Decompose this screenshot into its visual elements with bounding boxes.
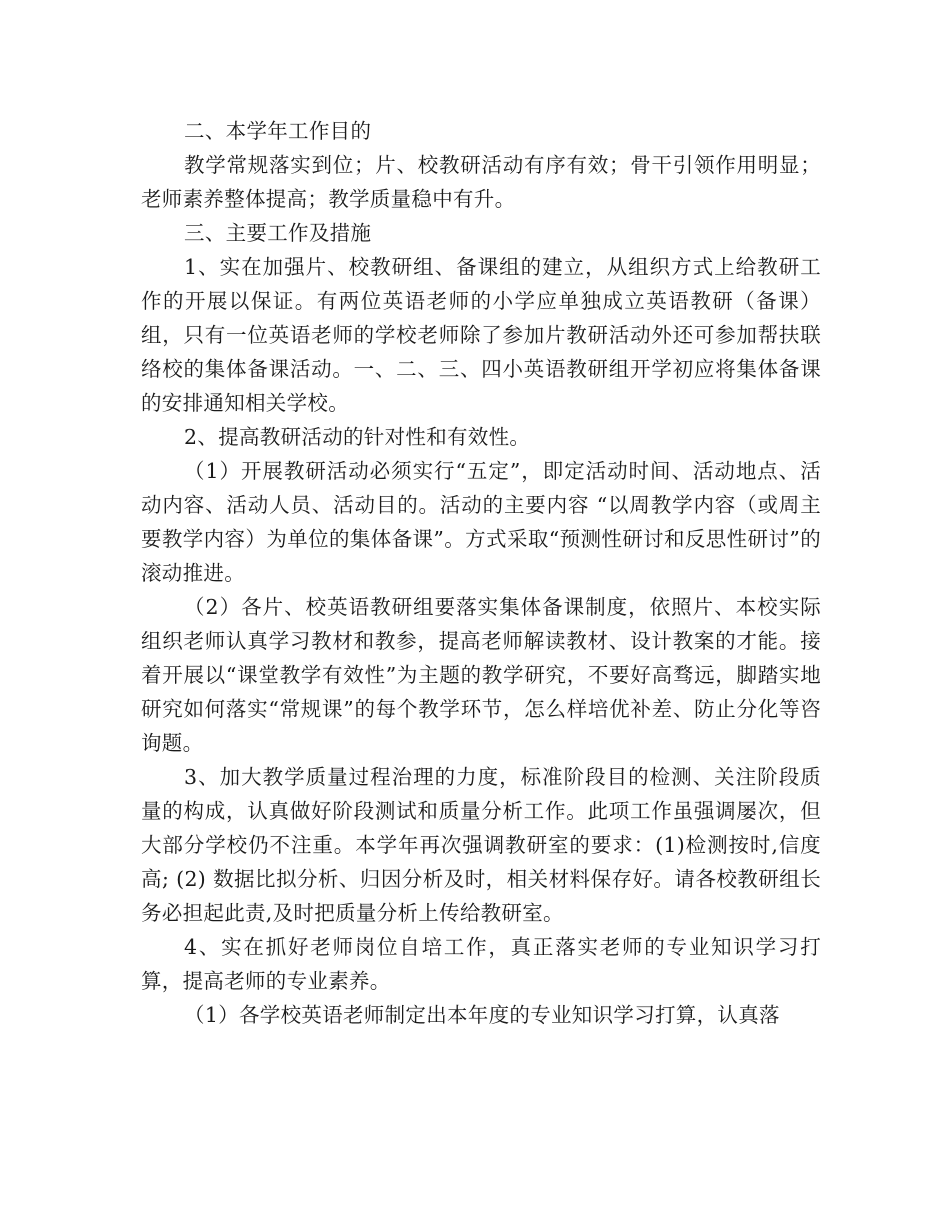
measure-item-1: 1、实在加强片、校教研组、备课组的建立，从组织方式上给教研工作的开展以保证。有两位英语老师的小学应单独成立英语教研（备课）组，只有一位英语老师的学校老师除了参加片教研活动外还可参加帮扶联络校的集体备课活动。一、二、三、四小英语教研组开学初应将集体备课的安排通知相关学校。 [141, 255, 821, 415]
measure-item-2-sub-2: （2）各片、校英语教研组要落实集体备课制度，依照片、本校实际组织老师认真学习教材和教参，提高老师解读教材、设计教案的才能。接着开展以“课堂教学有效性”为主题的教学研究，不要好高骛远，脚踏实地研究如何落实“常规课”的每个教学环节，怎么样培优补差、防止分化等咨询题。 [141, 595, 821, 755]
measure-item-2: 2、提高教研活动的针对性和有效性。 [184, 425, 531, 449]
document-body [141, 114, 821, 1032]
measure-item-2-sub-1: （1）开展教研活动必须实行“五定”，即定活动时间、活动地点、活动内容、活动人员、活动目的。活动的主要内容 “以周教学内容（或周主要教学内容）为单位的集体备课”。方式采取“预测性研讨和反思性研讨”的滚动推进。 [141, 459, 821, 585]
section-heading-goals: 二、本学年工作目的 [184, 119, 372, 143]
measure-item-4: 4、实在抓好老师岗位自培工作，真正落实老师的专业知识学习打算，提高老师的专业素养。 [141, 935, 821, 993]
section-heading-measures: 三、主要工作及措施 [184, 221, 372, 245]
goals-text: 教学常规落实到位；片、校教研活动有序有效；骨干引领作用明显；老师素养整体提高；教学质量稳中有升。 [141, 153, 821, 211]
measure-item-3: 3、加大教学质量过程治理的力度，标准阶段目的检测、关注阶段质量的构成，认真做好阶段测试和质量分析工作。此项工作虽强调屡次，但大部分学校仍不注重。本学年再次强调教研室的要求：(1)检测按时,信度高; (2) 数据比拟分析、归因分析及时，相关材料保存好。请各校教研组长务必担起此责,及时把质量分析上传给教研室。 [141, 765, 821, 925]
measure-item-4-sub-1: （1）各学校英语老师制定出本年度的专业知识学习打算，认真落 [184, 1003, 780, 1027]
